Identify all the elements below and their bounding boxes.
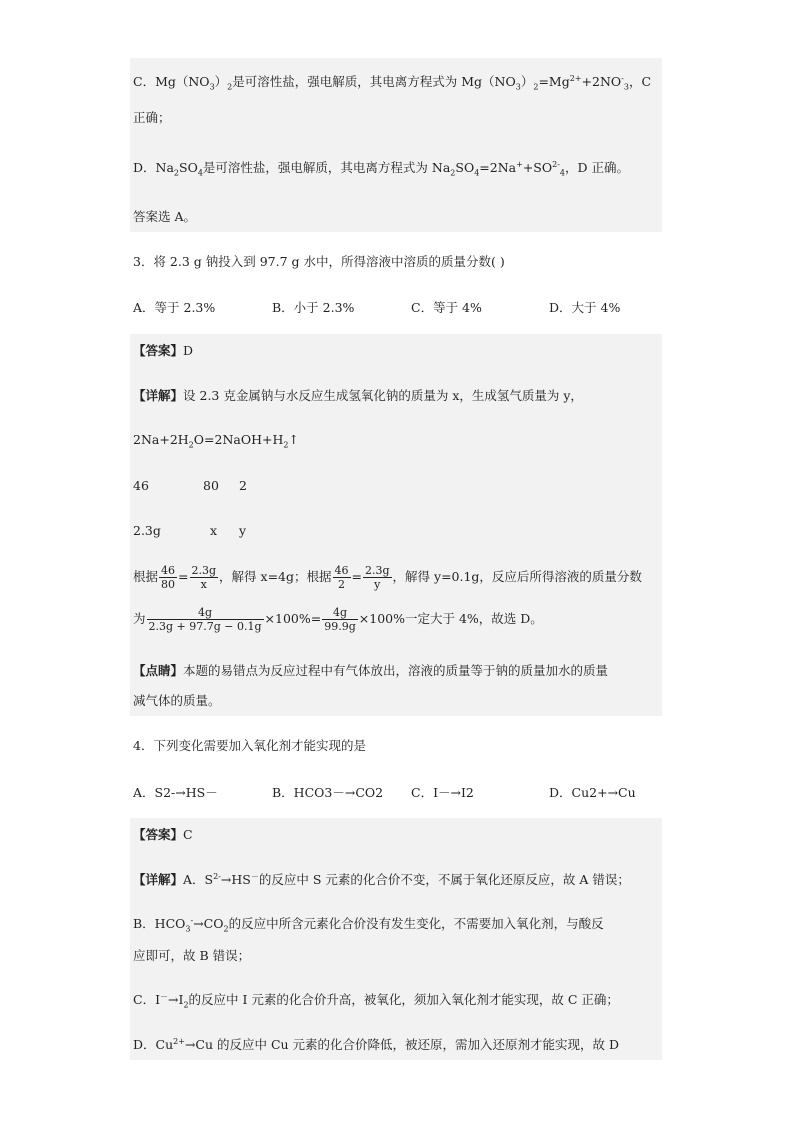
q2-final-answer: 答案选 A。	[133, 209, 197, 224]
q4-option-c: C．I－→I2	[411, 785, 474, 800]
q3-ratio-row1-a: 46	[133, 478, 149, 493]
answer-block-q4	[130, 818, 662, 1060]
q4-stem: 4．下列变化需要加入氧化剂才能实现的是	[133, 738, 366, 753]
q3-option-a: A．等于 2.3%	[133, 300, 216, 315]
q2-option-d-explanation: D．$Na_2SO_4$是可溶性盐，强电解质，其电离方程式为 $Na_2SO_4=2Na^++SO^{2-}_4$，D 正确。	[133, 159, 630, 178]
q3-stem: 3．将 2.3 g 钠投入到 97.7 g 水中，所得溶液中溶质的质量分数( )	[133, 254, 505, 269]
q4-answer: 【答案】C	[133, 827, 193, 842]
q3-option-b: B．小于 2.3%	[272, 300, 355, 315]
q4-detail-b: B．$HCO_3^-\to CO_2$的反应中所含元素化合价没有发生变化，不需要加入氧化剂，与酸反	[133, 915, 604, 934]
q3-answer: 【答案】D	[133, 343, 194, 358]
q3-option-d: D．大于 4%	[549, 300, 621, 315]
q3-option-c: C．等于 4%	[411, 300, 482, 315]
q3-ratio-row2-b: x	[210, 523, 218, 538]
fraction: $\frac{46}{2}$	[334, 564, 349, 591]
fraction: $\frac{2.3g}{y}$	[364, 564, 390, 591]
fraction: $\frac{2.3g}{x}$	[191, 564, 217, 591]
q4-option-b: B．HCO3－→CO2	[272, 785, 384, 800]
fraction: $\frac{4g}{2.3g + 97.7g - 0.1g}$	[148, 606, 262, 633]
fraction: $\frac{4g}{99.9g}$	[324, 606, 356, 633]
q4-detail-a: 【详解】A．$S^{2-}\to HS^-$的反应中 S 元素的化合价不变，不属于氧化还原反应，故 A 错误；	[133, 871, 630, 887]
q3-calculation-1: 根据 $\frac{46}{80}$ = $\frac{2.3g}{x}$ ，解得 x=4g；根据 $\frac{46}{2}$ = $\frac{2.3g}{y}$ ，解得 y=0.1g，反应后所得溶液的质量分数	[133, 564, 642, 591]
q3-calculation-2: 为 $\frac{4g}{2.3g + 97.7g - 0.1g}$ ×100%= $\frac{4g}{99.9g}$ ×100%一定大于 4%，故选 D。	[133, 606, 543, 633]
q3-ratio-row1-c: 2	[239, 478, 247, 493]
q4-option-a: A．S2-→HS－	[133, 785, 218, 800]
q4-option-d: D．Cu2+→Cu	[549, 785, 636, 800]
q3-ratio-row2-a: 2.3g	[133, 523, 161, 538]
q3-note: 【点睛】本题的易错点为反应过程中有气体放出，溶液的质量等于钠的质量加水的质量	[133, 663, 609, 678]
q4-detail-d: D．$Cu^{2+}\to Cu$ 的反应中 Cu 元素的化合价降低，被还原，需加入还原剂才能实现，故 D	[133, 1036, 620, 1052]
q3-detail: 【详解】设 2.3 克金属钠与水反应生成氢氧化钠的质量为 x，生成氢气质量为 y，	[133, 388, 583, 403]
q4-detail-b-line2: 应即可，故 B 错误；	[133, 948, 251, 963]
q2-option-c-line2: 正确；	[133, 110, 171, 125]
fraction: $\frac{46}{80}$	[161, 564, 176, 591]
q3-ratio-row1-b: 80	[203, 478, 219, 493]
q4-detail-c: C．$I^-\to I_2$的反应中 I 元素的化合价升高，被氧化，须加入氧化剂才能实现，故 C 正确；	[133, 991, 619, 1010]
q3-ratio-row2-c: y	[239, 523, 247, 538]
q2-option-c-explanation: C．$Mg(NO_3)_2$是可溶性盐，强电解质，其电离方程式为 $Mg(NO_3)_2=Mg^{2+}+2NO^-_3$，C	[133, 73, 652, 92]
q3-note-line2: 减气体的质量。	[133, 693, 221, 708]
q3-equation: $2Na+2H_2O=2NaOH+H_2↑$	[133, 432, 299, 450]
